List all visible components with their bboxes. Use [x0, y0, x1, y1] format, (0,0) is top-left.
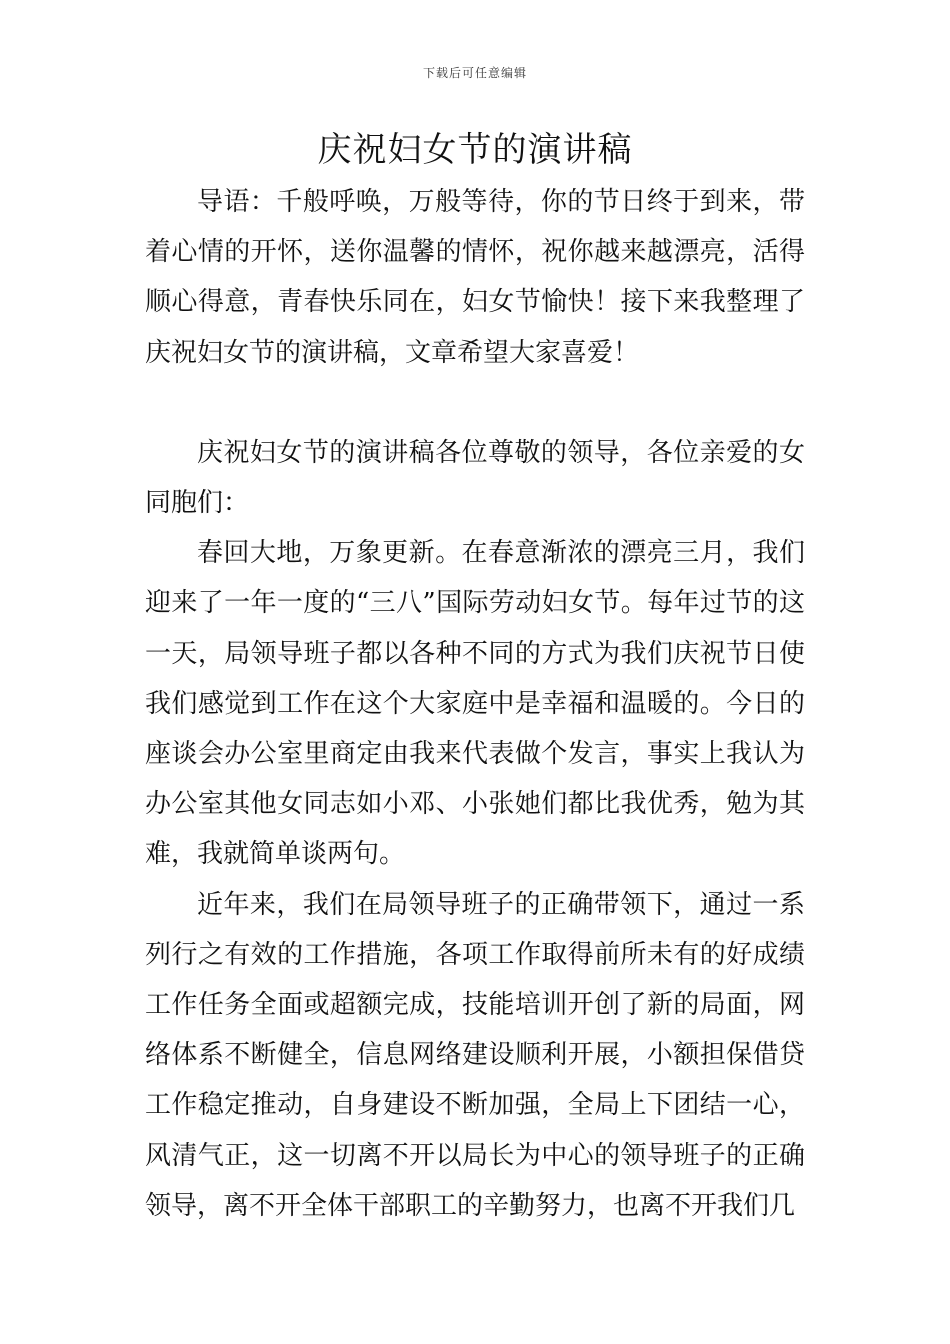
paragraph-gap — [145, 378, 805, 428]
intro-paragraph: 导语：千般呼唤，万般等待，你的节日终于到来，带着心情的开怀，送你温馨的情怀，祝你越来越漂亮，活得顺心得意，青春快乐同在，妇女节愉快！接下来我整理了庆祝妇女节的演讲稿，文章希望大家喜爱！ — [145, 187, 805, 368]
salutation-paragraph: 庆祝妇女节的演讲稿各位尊敬的领导，各位亲爱的女同胞们： — [145, 437, 805, 519]
header-note: 下载后可任意编辑 — [422, 66, 527, 80]
document-title: 庆祝妇女节的演讲稿 — [317, 130, 633, 170]
body-paragraph-2: 近年来，我们在局领导班子的正确带领下，通过一系列行之有效的工作措施，各项工作取得前所未有的好成绩工作任务全面或超额完成，技能培训开创了新的局面，网络体系不断健全，信息网络建设顺利开展，小额担保借贷工作稳定推动，自身建设不断加强，全局上下团结一心，风清气正，这一切离不开以局长为中心的领导班子的正确领导，离不开全体干部职工的辛勤努力，也离不开我们几 — [145, 889, 805, 1221]
body-paragraph-1: 春回大地，万象更新。在春意渐浓的漂亮三月，我们迎来了一年一度的“三八”国际劳动妇女节。每年过节的这一天，局领导班子都以各种不同的方式为我们庆祝节日使我们感觉到工作在这个大家庭中是幸福和温暖的。今日的座谈会办公室里商定由我来代表做个发言，事实上我认为办公室其他女同志如小邓、小张她们都比我优秀，勉为其难，我就简单谈两句。 — [145, 538, 805, 870]
document-body — [145, 177, 805, 1231]
